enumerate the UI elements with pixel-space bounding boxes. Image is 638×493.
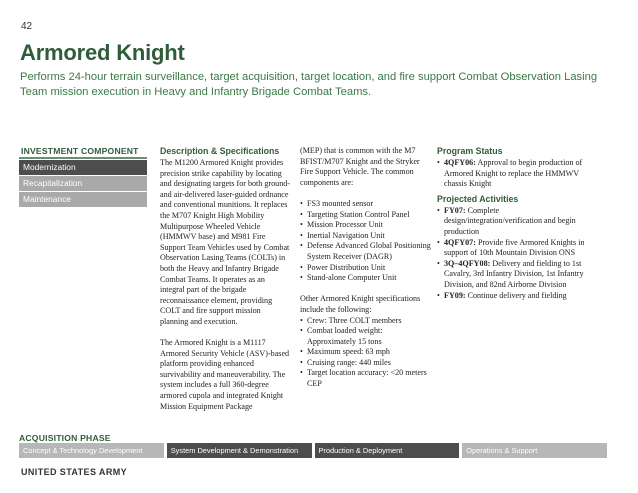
investment-item-recapitalization: Recapitalization [19, 176, 147, 191]
program-status-heading: Program Status [437, 146, 503, 156]
list-item: • Stand-alone Computer Unit [300, 273, 432, 284]
acquisition-phase-heading: ACQUISITION PHASE [19, 433, 111, 443]
investment-item-maintenance: Maintenance [19, 192, 147, 207]
list-item [437, 238, 597, 259]
page-number: 42 [21, 21, 33, 32]
status-text: Approval to begin production of Armored Knight to replace the HMMWV chassis Knight [444, 158, 583, 189]
phase-system-development: System Development & Demonstration [167, 443, 312, 458]
activity-text: Delivery and fielding to 1st Cavalry, 3rd Infantry Division, 1st Infantry Division, and 82nd Airborne Division [444, 258, 584, 289]
activity-text: Provide five Armored Knights in support of 10th Mountain Division ONS [444, 237, 585, 258]
fiscal-year-label: FY07: [444, 205, 466, 215]
list-item [437, 206, 597, 238]
footer-organization: UNITED STATES ARMY [21, 467, 128, 477]
phase-concept-technology: Concept & Technology Development [19, 443, 164, 458]
description-paragraph-1: The M1200 Armored Knight provides precision strike capability by locating and designating targets for both ground- and air-delivered laser-guided ordnance and conventional munitions. It replaces the M707 Knight High Mobility Multipurpose Wheeled Vehicle (HMMWV base) and M981 Fire Support Team Vehicles used by Combat Observation Lasing Teams (COLTs) in both the Heavy and Infantry Brigade Combat Teams. It operates as an integral part of the brigade reconnaissance element, providing COLT and fire support mission planning and execution. [160, 158, 290, 326]
list-item: • Crew: Three COLT members [300, 316, 432, 327]
list-item: • Maximum speed: 63 mph [300, 347, 432, 358]
list-item: • FS3 mounted sensor [300, 199, 432, 210]
fiscal-year-label: 4QFY06: [444, 158, 476, 167]
description-paragraph-2: The Armored Knight is a M1117 Armored Security Vehicle (ASV)-based platform providing enhanced survivability and maneuverability. The system includes a full 360-degree armored cupola and integrated Knight Mission Equipment Package [160, 338, 290, 411]
acquisition-phase-bar [19, 443, 607, 458]
description-paragraph-4: Other Armored Knight specifications include the following: [300, 294, 421, 314]
projected-activities-heading: Projected Activities [437, 193, 519, 204]
description-paragraph-3: (MEP) that is common with the M7 BFIST/M707 Knight and the Stryker Fire Support Vehicle. The common components are: [300, 146, 420, 187]
fiscal-year-label: 4QFY07: [444, 237, 476, 247]
list-item: • Defense Advanced Global Positioning System Receiver (DAGR) [300, 241, 432, 262]
projected-activities-list [437, 206, 597, 301]
program-status-list [437, 158, 597, 190]
activity-text: Complete design/integration/verification and begin production [444, 205, 576, 236]
status-column [437, 146, 597, 301]
list-item [437, 291, 597, 302]
investment-heading: INVESTMENT COMPONENT [19, 146, 147, 159]
list-item [437, 259, 597, 291]
specs-list [300, 316, 432, 390]
phase-production-deployment: Production & Deployment [315, 443, 460, 458]
investment-item-modernization: Modernization [19, 160, 147, 175]
list-item: • Power Distribution Unit [300, 263, 432, 274]
components-list [300, 199, 432, 284]
list-item: • Cruising range: 440 miles [300, 358, 432, 369]
list-item [437, 158, 597, 190]
activity-text: Continue delivery and fielding [467, 290, 567, 300]
description-column-1 [160, 146, 290, 423]
list-item: • Inertial Navigation Unit [300, 231, 432, 242]
list-item: • Combat loaded weight: Approximately 15 tons [300, 326, 432, 347]
investment-component-panel [19, 146, 147, 207]
description-column-2 [300, 146, 432, 390]
page-subtitle: Performs 24-hour terrain surveillance, target acquisition, target location, and fire support Combat Observation Lasing Team mission execution in Heavy and Infantry Brigade Combat Teams. [20, 71, 598, 98]
list-item: • Mission Processor Unit [300, 220, 432, 231]
list-item: • Targeting Station Control Panel [300, 210, 432, 221]
list-item: • Target location accuracy: <20 meters CEP [300, 368, 432, 389]
page-title: Armored Knight [20, 40, 185, 65]
description-heading: Description & Specifications [160, 146, 280, 156]
phase-operations-support: Operations & Support [462, 443, 607, 458]
fiscal-year-label: FY09: [444, 290, 466, 300]
fiscal-year-label: 3Q–4QFY08: [444, 258, 491, 268]
